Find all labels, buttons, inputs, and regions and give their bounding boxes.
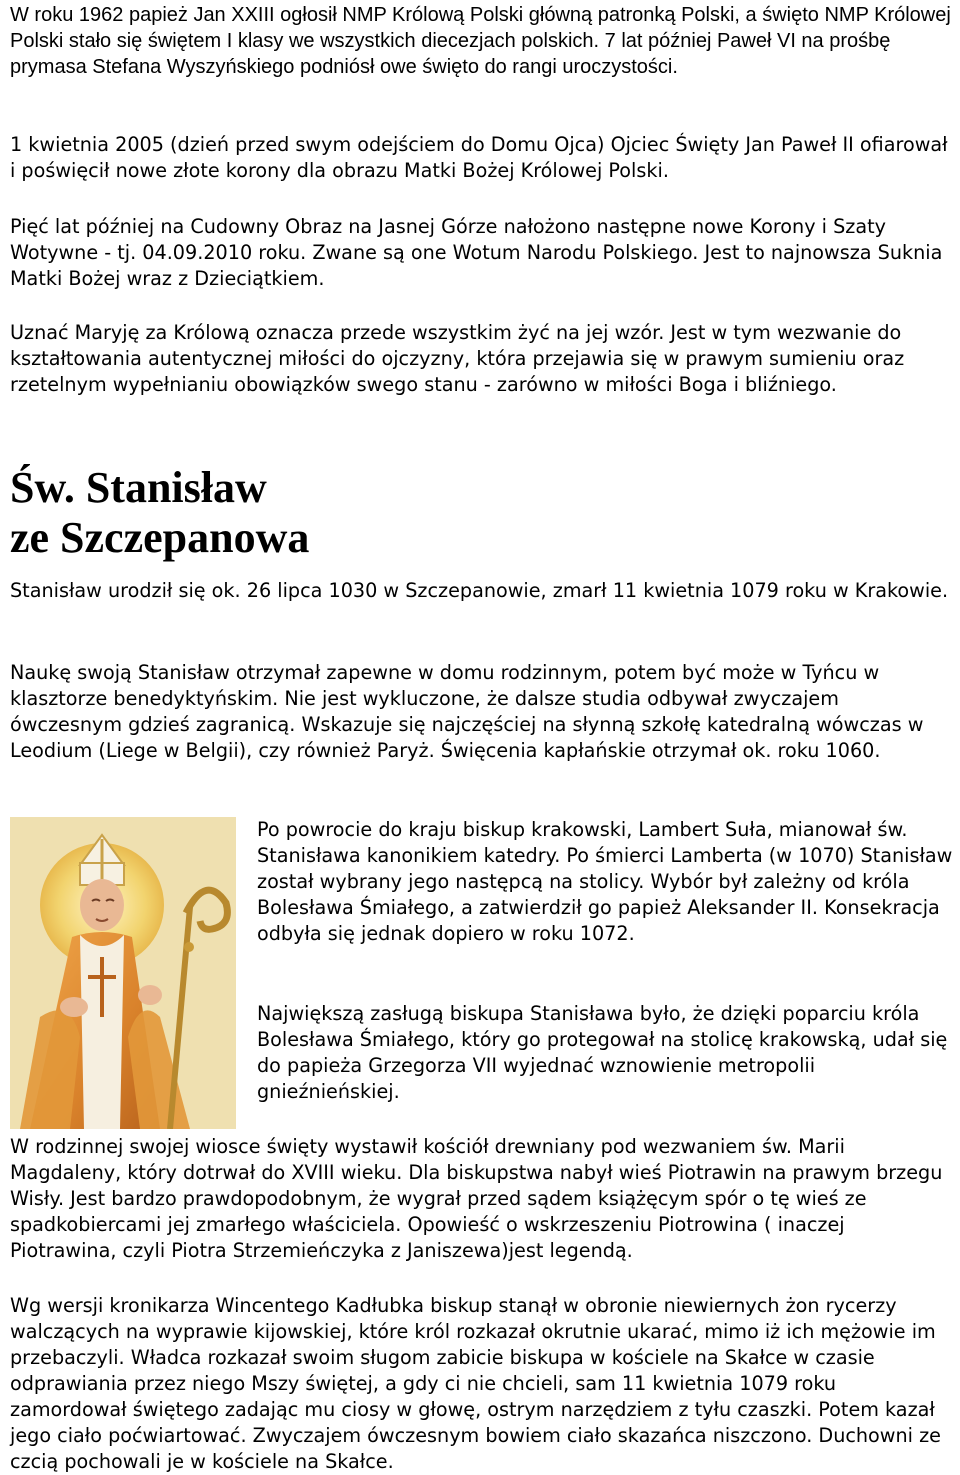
bishop-paragraph-2 [257, 1001, 957, 1105]
title-line-1: Św. Stanisław [10, 463, 267, 512]
page-title [10, 463, 309, 563]
death-paragraph: Wg wersji kronikarza Wincentego Kadłubka biskup stanął w obronie niewiernych żon rycerzy walczących na wyprawie kijowskiej, które król rozkazał okrutnie ukarać, mimo iż ich mężowie im przebaczyli. Władca rozkazał swoim sługom zabicie biskupa w kościele na Skałce w czasie odprawiania przez niego Mszy świętej, a gdy ci nie chcieli, sam 11 kwietnia 1079 roku zamordował świętego zadając mu ciosy w głowę, ostrym narzędziem z tyłu czaszki. Potem kazał jego ciało poćwiartować. Zwyczajem ówczesnym bowiem ciało skazańca niszczono. Duchowni ze czcią pochowali je w kościele na Skałce. [10, 1294, 941, 1473]
saint-portrait-image [10, 817, 236, 1129]
church-paragraph: W rodzinnej swojej wiosce święty wystawił kościół drewniany pod wezwaniem św. Marii Magdaleny, który dotrwał do XVIII wieku. Dla biskupstwa nabył wieś Piotrawin na prawym brzegu Wisły. Jest bardzo prawdopodobnym, że wygrał przed sądem książęcym spór o tę wieś ze spadkobiercami jej zmarłego właściciela. Opowieść o wskrzeszeniu Piotrowina ( inaczej Piotrawina, czyli Piotra Strzemieńczyka z Janiszewa)jest legendą. [10, 1135, 943, 1262]
birth-paragraph: Stanisław urodził się ok. 26 lipca 1030 w Szczepanowie, zmarł 11 kwietnia 1079 roku w Krakowie. [10, 579, 949, 602]
saint-bishop-portrait-icon [10, 817, 236, 1129]
education-paragraph: Naukę swoją Stanisław otrzymał zapewne w domu rodzinnym, potem być może w Tyńcu w klasztorze benedyktyńskim. Nie jest wykluczone, że dalsze studia odbywał zwyczajem ówczesnym gdzieś zagranicą. Wskazuje się najczęściej na słynną szkołę katedralną wówczas w Leodium (Liege w Belgii), czy również Paryż. Święcenia kapłańskie otrzymał ok. roku 1060. [10, 661, 924, 762]
crowns-paragraph: 1 kwietnia 2005 (dzień przed swym odejściem do Domu Ojca) Ojciec Święty Jan Paweł II ofiarował i poświęcił nowe złote korony dla obrazu Matki Bożej Królowej Polski. [10, 133, 948, 182]
intro-paragraph: W roku 1962 papież Jan XXIII ogłosił NMP Królową Polski główną patronką Polski, a święto NMP Królowej Polski stało się świętem I klasy we wszystkich diecezjach polskich. 7 lat później Paweł VI na prośbę prymasa Stefana Wyszyńskiego podniósł owe święto do rangi uroczystości. [10, 4, 951, 78]
votive-paragraph: Pięć lat później na Cudowny Obraz na Jasnej Górze nałożono następne nowe Korony i Szaty Wotywne - tj. 04.09.2010 roku. Zwane są one Wotum Narodu Polskiego. Jest to najnowsza Suknia Matki Bożej wraz z Dzieciątkiem. [10, 215, 943, 290]
bishop-paragraph-1 [257, 817, 957, 947]
title-line-2: ze Szczepanowa [10, 513, 310, 562]
queen-paragraph: Uznać Maryję za Królową oznacza przede wszystkim żyć na jej wzór. Jest w tym wezwanie do kształtowania autentycznej miłości do ojczyzny, która przejawia się w prawym sumieniu oraz rzetelnym wypełnianiu obowiązków swego stanu - zarówno w miłości Boga i bliźniego. [10, 321, 905, 396]
side-paragraph: Po powrocie do kraju biskup krakowski, Lambert Suła, mianował św. Stanisława kanonikiem katedry. Po śmierci Lamberta (w 1070) Stanisław został wybrany jego następcą na stolicy. Wybór był zależny od króla Bolesława Śmiałego, a zatwierdził go papież Aleksander II. Konsekracja odbyła się jednak dopiero w roku 1072. [257, 818, 953, 945]
side-paragraph: Największą zasługą biskupa Stanisława było, że dzięki poparciu króla Bolesława Śmiałego, który go protegował na stolicę krakowską, udał się do papieża Grzegorza VII wyjednać wznowienie metropolii gnieźnieńskiej. [257, 1002, 948, 1103]
